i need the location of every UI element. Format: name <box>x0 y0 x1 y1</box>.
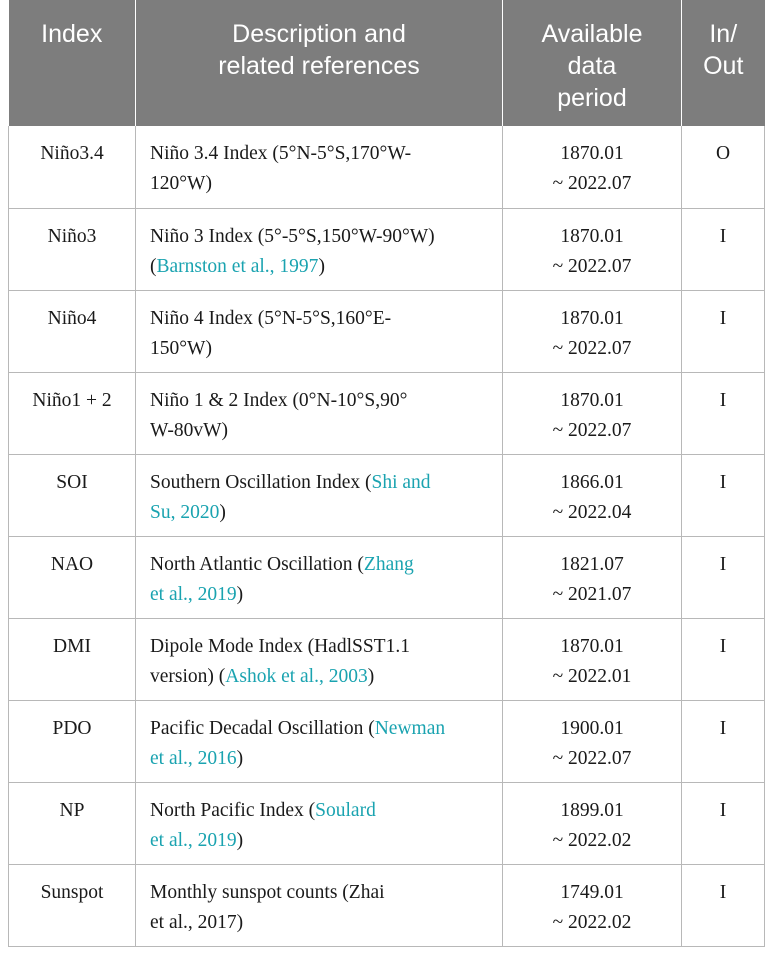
cell-period: 1899.01 ~ 2022.02 <box>503 782 682 864</box>
cell-index: NAO <box>9 536 136 618</box>
cell-description: Niño 4 Index (5°N-5°S,160°E- 150°W) <box>136 290 503 372</box>
header-period: Available data period <box>503 0 682 126</box>
cell-index: DMI <box>9 618 136 700</box>
reference-link[interactable]: et al., 2016 <box>150 747 237 769</box>
reference-link[interactable]: et al., 2019 <box>150 583 237 605</box>
cell-description: Monthly sunspot counts (Zhai et al., 2017) <box>136 864 503 946</box>
reference-link[interactable]: Zhang <box>363 553 414 575</box>
table-row <box>9 454 765 536</box>
table-row <box>9 208 765 290</box>
header-description: Description and related references <box>136 0 503 126</box>
cell-inout: I <box>682 700 765 782</box>
table-row <box>9 782 765 864</box>
cell-inout: I <box>682 454 765 536</box>
header-inout: In/ Out <box>682 0 765 126</box>
cell-inout: I <box>682 208 765 290</box>
table-row <box>9 700 765 782</box>
cell-description: Southern Oscillation Index (Shi and Su, 2020) <box>136 454 503 536</box>
cell-period: 1866.01 ~ 2022.04 <box>503 454 682 536</box>
cell-inout: I <box>682 618 765 700</box>
reference-link[interactable]: Soulard <box>315 799 376 821</box>
cell-description: North Atlantic Oscillation (Zhang et al., 2019) <box>136 536 503 618</box>
cell-description: Niño 3 Index (5°-5°S,150°W-90°W) (Barnston et al., 1997) <box>136 208 503 290</box>
cell-index: PDO <box>9 700 136 782</box>
cell-description: Niño 3.4 Index (5°N-5°S,170°W- 120°W) <box>136 126 503 208</box>
cell-period: 1870.01 ~ 2022.01 <box>503 618 682 700</box>
cell-description: North Pacific Index (Soulard et al., 2019) <box>136 782 503 864</box>
cell-description: Dipole Mode Index (HadlSST1.1 version) (Ashok et al., 2003) <box>136 618 503 700</box>
cell-inout: I <box>682 290 765 372</box>
cell-period: 1749.01 ~ 2022.02 <box>503 864 682 946</box>
reference-link[interactable]: Su, 2020 <box>150 501 220 523</box>
reference-link[interactable]: Newman <box>374 717 446 739</box>
cell-period: 1900.01 ~ 2022.07 <box>503 700 682 782</box>
cell-period: 1870.01 ~ 2022.07 <box>503 372 682 454</box>
table-header <box>9 0 765 126</box>
table-row <box>9 536 765 618</box>
climate-index-table-container <box>8 0 764 947</box>
reference-link[interactable]: Barnston et al., 1997 <box>156 255 319 277</box>
reference-link[interactable]: et al., 2019 <box>150 829 237 851</box>
cell-period: 1870.01 ~ 2022.07 <box>503 208 682 290</box>
cell-index: NP <box>9 782 136 864</box>
cell-inout: I <box>682 372 765 454</box>
cell-index: Niño1 + 2 <box>9 372 136 454</box>
table-row <box>9 864 765 946</box>
cell-description: Niño 1 & 2 Index (0°N-10°S,90° W-80vW) <box>136 372 503 454</box>
cell-period: 1870.01 ~ 2022.07 <box>503 126 682 208</box>
cell-index: Niño3.4 <box>9 126 136 208</box>
table-row <box>9 126 765 208</box>
table-body <box>9 126 765 946</box>
cell-index: Niño4 <box>9 290 136 372</box>
cell-inout: O <box>682 126 765 208</box>
header-row <box>9 0 765 126</box>
cell-inout: I <box>682 864 765 946</box>
reference-link[interactable]: Shi and <box>371 471 431 493</box>
cell-inout: I <box>682 782 765 864</box>
cell-index: SOI <box>9 454 136 536</box>
header-index: Index <box>9 0 136 126</box>
table-row <box>9 290 765 372</box>
cell-index: Niño3 <box>9 208 136 290</box>
cell-description: Pacific Decadal Oscillation (Newman et al., 2016) <box>136 700 503 782</box>
cell-index: Sunspot <box>9 864 136 946</box>
climate-index-table <box>8 0 765 947</box>
table-row <box>9 618 765 700</box>
reference-link[interactable]: Ashok et al., 2003 <box>225 665 368 687</box>
cell-inout: I <box>682 536 765 618</box>
cell-period: 1821.07 ~ 2021.07 <box>503 536 682 618</box>
cell-period: 1870.01 ~ 2022.07 <box>503 290 682 372</box>
table-row <box>9 372 765 454</box>
